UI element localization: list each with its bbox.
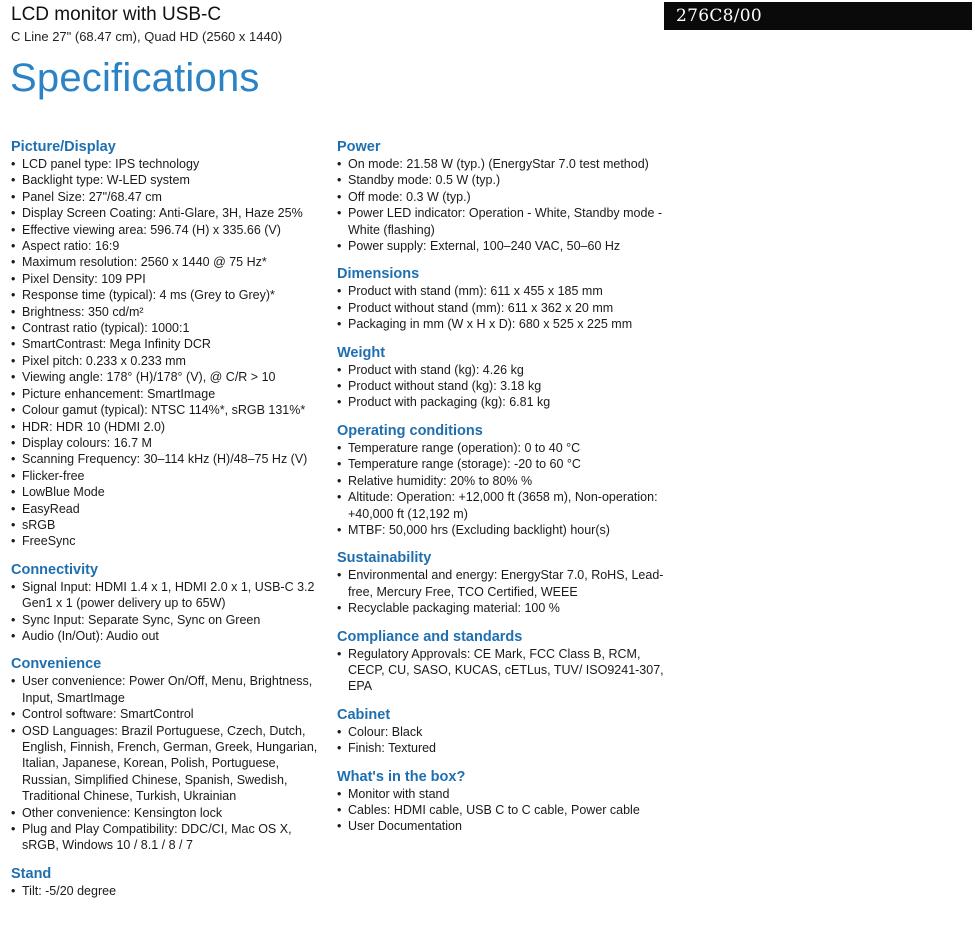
bullet-icon: • [11,723,16,738]
spec-text: Packaging in mm (W x H x D): 680 x 525 x 225 mm [348,317,633,332]
spec-text: Product without stand (kg): 3.18 kg [348,379,542,394]
bullet-icon: • [337,646,342,661]
bullet-icon: • [337,440,342,455]
bullet-icon: • [11,206,16,221]
section-stand [11,865,326,899]
spec-item [11,883,326,899]
bullet-icon: • [11,304,16,319]
section-weight [337,344,667,411]
bullet-icon: • [11,239,16,254]
spec-text: Finish: Textured [348,741,437,756]
spec-item [11,238,326,254]
bullet-icon: • [337,786,342,801]
spec-item [11,517,326,533]
spec-text: Audio (In/Out): Audio out [22,628,159,643]
spec-text: sRGB [22,517,56,532]
bullet-icon: • [11,337,16,352]
spec-list [11,883,326,899]
bullet-icon: • [337,473,342,488]
section-title: Compliance and standards [337,628,523,645]
spec-text: HDR: HDR 10 (HDMI 2.0) [22,419,166,434]
bullet-icon: • [11,222,16,237]
section-power [337,138,667,254]
bullet-icon: • [337,724,342,739]
spec-text: Pixel Density: 109 PPI [22,271,146,286]
bullet-icon: • [11,370,16,385]
spec-item [337,156,667,172]
spec-item [337,172,667,188]
spec-item [337,740,667,756]
spec-text: Aspect ratio: 16:9 [22,239,120,254]
spec-item [11,156,326,172]
spec-item [11,533,326,549]
spec-item [11,222,326,238]
spec-text: Standby mode: 0.5 W (typ.) [348,173,501,188]
spec-item [11,821,326,854]
section-title: Power [337,139,381,155]
spec-item [337,362,667,378]
spec-text: Control software: SmartControl [22,707,194,722]
spec-item [11,336,326,352]
spec-item [11,805,326,821]
bullet-icon: • [11,271,16,286]
section-title: Operating conditions [337,422,483,439]
section-picture-display [11,138,326,550]
spec-item [337,646,667,695]
bullet-icon: • [11,822,16,837]
spec-text: Regulatory Approvals: CE Mark, FCC Class B, RCM, CECP, CU, SASO, KUCAS, cETLus, TUV/ ISO9241-307, EPA [348,646,664,694]
section-title: Sustainability [337,550,432,567]
spec-list [337,283,667,332]
spec-text: Power LED indicator: Operation - White, Standby mode - White (flashing) [348,206,663,237]
spec-list [11,156,326,550]
bullet-icon: • [11,501,16,516]
model-number-badge: 276C8/00 [664,2,972,30]
spec-item [337,316,667,332]
bullet-icon: • [337,189,342,204]
spec-item [11,723,326,805]
spec-item [11,271,326,287]
section-title: Weight [337,344,386,361]
spec-item [11,579,326,612]
spec-item [11,189,326,205]
product-title: LCD monitor with USB-C [11,4,222,25]
bullet-icon: • [337,522,342,537]
spec-item [11,501,326,517]
spec-text: Maximum resolution: 2560 x 1440 @ 75 Hz* [22,255,267,270]
spec-text: Flicker-free [22,468,85,483]
bullet-icon: • [337,300,342,315]
section-title: Convenience [11,656,102,673]
spec-text: Contrast ratio (typical): 1000:1 [22,321,190,336]
bullet-icon: • [11,534,16,549]
spec-text: Panel Size: 27"/68.47 cm [22,189,162,204]
bullet-icon: • [11,628,16,643]
spec-text: SmartContrast: Mega Infinity DCR [22,337,211,352]
spec-text: Other convenience: Kensington lock [22,805,223,820]
section-title: Picture/Display [11,139,116,155]
spec-item [337,818,667,834]
spec-item [11,353,326,369]
spec-list [337,156,667,254]
product-subtitle: C Line 27" (68.47 cm), Quad HD (2560 x 1440) [11,29,283,44]
spec-item [11,386,326,402]
spec-text: Product with packaging (kg): 6.81 kg [348,395,551,410]
spec-text: OSD Languages: Brazil Portuguese, Czech, Dutch, English, Finnish, French, German, Greek, Hungarian, Italian, Japanese, Korean, Polish, Portuguese, Russian, Simplified Chinese, Spanish, Swedish, Traditional Chinese, Turkish, Ukrainian [22,723,318,804]
spec-item [11,304,326,320]
section-what-s-in-the-box [337,768,667,835]
spec-item [337,489,667,522]
spec-text: User convenience: Power On/Off, Menu, Brightness, Input, SmartImage [22,674,313,705]
section-title: Dimensions [337,266,420,283]
spec-text: Product with stand (mm): 611 x 455 x 185 mm [348,284,603,299]
spec-item [337,205,667,238]
spec-item [11,419,326,435]
bullet-icon: • [337,457,342,472]
bullet-icon: • [11,485,16,500]
spec-text: Recyclable packaging material: 100 % [348,601,560,616]
section-sustainability [337,549,667,616]
bullet-icon: • [337,239,342,254]
spec-text: Power supply: External, 100–240 VAC, 50–60 Hz [348,239,621,254]
spec-item [11,484,326,500]
spec-item [337,440,667,456]
spec-item [11,172,326,188]
spec-item [337,522,667,538]
bullet-icon: • [11,707,16,722]
spec-text: Display colours: 16.7 M [22,435,152,450]
spec-text: Off mode: 0.3 W (typ.) [348,189,471,204]
spec-text: Response time (typical): 4 ms (Grey to Grey)* [22,288,275,303]
bullet-icon: • [11,288,16,303]
bullet-icon: • [11,157,16,171]
section-cabinet [337,706,667,757]
spec-text: Relative humidity: 20% to 80% % [348,473,533,488]
spec-text: Product without stand (mm): 611 x 362 x 20 mm [348,300,614,315]
bullet-icon: • [11,255,16,270]
spec-item [337,786,667,802]
spec-text: Product with stand (kg): 4.26 kg [348,362,524,377]
bullet-icon: • [337,395,342,410]
spec-list [11,579,326,645]
bullet-icon: • [337,206,342,221]
spec-text: Effective viewing area: 596.74 (H) x 335.66 (V) [22,222,281,237]
spec-item [11,205,326,221]
spec-list [337,567,667,616]
spec-item [337,378,667,394]
section-connectivity [11,561,326,645]
bullet-icon: • [337,601,342,616]
spec-list [337,362,667,411]
bullet-icon: • [337,819,342,834]
spec-item [11,402,326,418]
bullet-icon: • [11,173,16,188]
section-dimensions [337,265,667,332]
spec-text: FreeSync [22,534,76,549]
bullet-icon: • [337,173,342,188]
spec-item [337,473,667,489]
section-title: Cabinet [337,706,391,723]
bullet-icon: • [337,379,342,394]
section-title: Connectivity [11,561,99,578]
spec-text: Brightness: 350 cd/m² [22,304,144,319]
spec-text: Colour: Black [348,724,423,739]
spec-item [337,394,667,410]
bullet-icon: • [11,403,16,418]
spec-text: Temperature range (storage): -20 to 60 °C [348,457,581,472]
spec-item [11,612,326,628]
left-column [11,138,326,910]
spec-item [11,287,326,303]
spec-item [337,189,667,205]
bullet-icon: • [11,805,16,820]
spec-text: On mode: 21.58 W (typ.) (EnergyStar 7.0 test method) [348,157,649,171]
spec-text: LowBlue Mode [22,485,105,500]
spec-list [337,724,667,757]
bullet-icon: • [337,490,342,505]
bullet-icon: • [337,317,342,332]
spec-text: User Documentation [348,819,462,834]
specifications-heading: Specifications [10,56,260,100]
spec-text: Tilt: -5/20 degree [22,883,117,898]
spec-item [11,673,326,706]
spec-text: Pixel pitch: 0.233 x 0.233 mm [22,353,186,368]
spec-text: Backlight type: W-LED system [22,173,190,188]
spec-item [337,238,667,254]
spec-list [337,646,667,695]
spec-item [337,724,667,740]
spec-item [11,451,326,467]
spec-text: EasyRead [22,501,80,516]
spec-text: Colour gamut (typical): NTSC 114%*, sRGB 131%* [22,403,306,418]
spec-item [337,300,667,316]
spec-item [11,706,326,722]
bullet-icon: • [11,321,16,336]
bullet-icon: • [11,435,16,450]
bullet-icon: • [337,802,342,817]
bullet-icon: • [337,362,342,377]
spec-text: Picture enhancement: SmartImage [22,386,216,401]
bullet-icon: • [337,568,342,583]
bullet-icon: • [11,189,16,204]
section-title: What's in the box? [337,768,466,785]
bullet-icon: • [11,517,16,532]
spec-item [11,435,326,451]
spec-item [337,283,667,299]
spec-item [11,320,326,336]
spec-item [337,802,667,818]
spec-text: Monitor with stand [348,786,450,801]
spec-list [337,440,667,538]
bullet-icon: • [11,468,16,483]
bullet-icon: • [337,741,342,756]
spec-text: Sync Input: Separate Sync, Sync on Green [22,612,261,627]
bullet-icon: • [11,419,16,434]
bullet-icon: • [11,452,16,467]
spec-text: Plug and Play Compatibility: DDC/CI, Mac OS X, sRGB, Windows 10 / 8.1 / 8 / 7 [22,822,292,853]
spec-list [337,786,667,835]
spec-text: Viewing angle: 178° (H)/178° (V), @ C/R > 10 [22,370,276,385]
spec-text: Scanning Frequency: 30–114 kHz (H)/48–75 Hz (V) [22,452,308,467]
spec-text: Display Screen Coating: Anti-Glare, 3H, Haze 25% [22,206,303,221]
section-operating-conditions [337,422,667,538]
bullet-icon: • [337,284,342,299]
spec-item [337,456,667,472]
spec-item [337,567,667,600]
spec-text: Cables: HDMI cable, USB C to C cable, Power cable [348,802,640,817]
section-title: Stand [11,865,52,882]
spec-text: Temperature range (operation): 0 to 40 °C [348,440,581,455]
bullet-icon: • [11,353,16,368]
spec-text: Signal Input: HDMI 1.4 x 1, HDMI 2.0 x 1, USB-C 3.2 Gen1 x 1 (power delivery up to 65W) [22,579,315,611]
bullet-icon: • [11,674,16,689]
spec-item [11,369,326,385]
bullet-icon: • [11,386,16,401]
spec-text: MTBF: 50,000 hrs (Excluding backlight) hour(s) [348,522,610,537]
section-compliance-and-standards [337,628,667,695]
section-convenience [11,655,326,853]
spec-text: Environmental and energy: EnergyStar 7.0, RoHS, Lead-free, Mercury Free, TCO Certified, WEEE [348,568,664,599]
spec-text: Altitude: Operation: +12,000 ft (3658 m), Non-operation: +40,000 ft (12,192 m) [348,490,658,521]
spec-item [11,468,326,484]
bullet-icon: • [337,157,342,171]
spec-item [11,254,326,270]
right-column [337,138,667,846]
spec-item [337,600,667,616]
bullet-icon: • [11,612,16,627]
bullet-icon: • [11,883,16,898]
spec-item [11,628,326,644]
spec-list [11,673,326,853]
bullet-icon: • [11,579,16,594]
spec-text: LCD panel type: IPS technology [22,157,200,171]
